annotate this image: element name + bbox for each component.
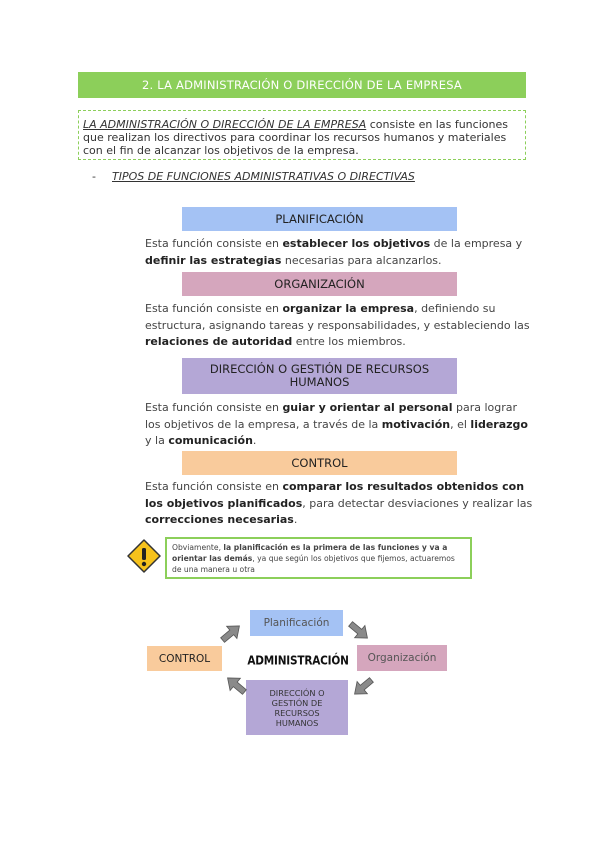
bold-segment: relaciones de autoridad <box>145 335 293 348</box>
text-segment: y la <box>145 434 169 447</box>
bold-segment: comunicación <box>168 434 253 447</box>
bold-segment: correcciones necesarias <box>145 513 294 526</box>
arrow-to-planificacion-icon <box>218 621 244 645</box>
text-segment: , ya que según los objetivos que fijemos, actuaremos de una manera u otra <box>172 554 455 574</box>
text-segment: Obviamente, <box>172 543 224 552</box>
diagram-node-planificacion: Planificación <box>250 610 343 636</box>
text-segment: Esta función consiste en <box>145 401 283 414</box>
bold-segment: establecer los objetivos <box>282 237 431 250</box>
function-desc-control <box>145 479 535 529</box>
function-box-control: CONTROL <box>182 451 457 475</box>
bold-segment: la planificación es la primera de las funciones y va a orientar las demás <box>172 543 448 563</box>
text-segment: , definiendo su estructura, asignando tareas y responsabilidades, y estableciendo las <box>145 302 530 332</box>
function-desc-planificacion <box>145 236 535 269</box>
diagram-node-direccion: DIRECCIÓN O GESTIÓN DE RECURSOS HUMANOS <box>246 680 348 735</box>
intro-text: consiste en las funciones que realizan los directivos para coordinar los recursos humanos y materiales con el fin de alcanzar los objetivos de la empresa. <box>83 118 508 157</box>
diagram-node-control: CONTROL <box>147 646 222 671</box>
bold-segment: guiar y orientar al personal <box>282 401 453 414</box>
text-segment: para lograr los objetivos de la empresa, a través de la <box>145 401 518 431</box>
warning-icon <box>126 538 162 574</box>
text-segment: entre los miembros. <box>292 335 406 348</box>
bold-segment: comparar los resultados obtenidos con los objetivos planificados <box>145 480 525 510</box>
note-box <box>165 537 472 579</box>
arrow-to-direccion-icon <box>350 675 376 699</box>
subheading <box>92 170 415 183</box>
text-segment: . <box>293 513 298 526</box>
subheading-bullet: - <box>92 170 96 183</box>
text-segment: , el <box>450 417 471 431</box>
text-segment: Esta función consiste en <box>145 237 283 250</box>
text-segment: . <box>252 434 257 447</box>
bold-segment: organizar la empresa <box>282 302 415 315</box>
function-box-organizacion: ORGANIZACIÓN <box>182 272 457 296</box>
bold-segment: definir las estrategias <box>145 253 282 267</box>
diagram-center-label: ADMINISTRACIÓN <box>247 654 349 668</box>
intro-term: LA ADMINISTRACIÓN O DIRECCIÓN DE LA EMPRESA <box>83 118 367 131</box>
function-desc-direccion <box>145 400 535 450</box>
diagram-node-organizacion: Organización <box>357 645 447 671</box>
subheading-text: TIPOS DE FUNCIONES ADMINISTRATIVAS O DIRECTIVAS <box>112 170 415 183</box>
function-box-planificacion: PLANIFICACIÓN <box>182 207 457 231</box>
function-box-direccion: DIRECCIÓN O GESTIÓN DE RECURSOS HUMANOS <box>182 358 457 394</box>
function-desc-organizacion <box>145 301 535 351</box>
arrow-to-control-icon <box>223 673 249 697</box>
intro-definition <box>78 110 526 160</box>
section-title: 2. LA ADMINISTRACIÓN O DIRECCIÓN DE LA EMPRESA <box>78 72 526 98</box>
text-segment: Esta función consiste en <box>145 480 283 493</box>
bold-segment: liderazgo <box>470 417 528 431</box>
bold-segment: motivación <box>381 417 451 431</box>
text-segment: de la empresa y <box>430 237 523 250</box>
arrow-to-organizacion-icon <box>346 619 372 643</box>
text-segment: Esta función consiste en <box>145 302 283 315</box>
text-segment: , para detectar desviaciones y realizar las <box>302 496 533 510</box>
text-segment: necesarias para alcanzarlos. <box>281 253 442 267</box>
